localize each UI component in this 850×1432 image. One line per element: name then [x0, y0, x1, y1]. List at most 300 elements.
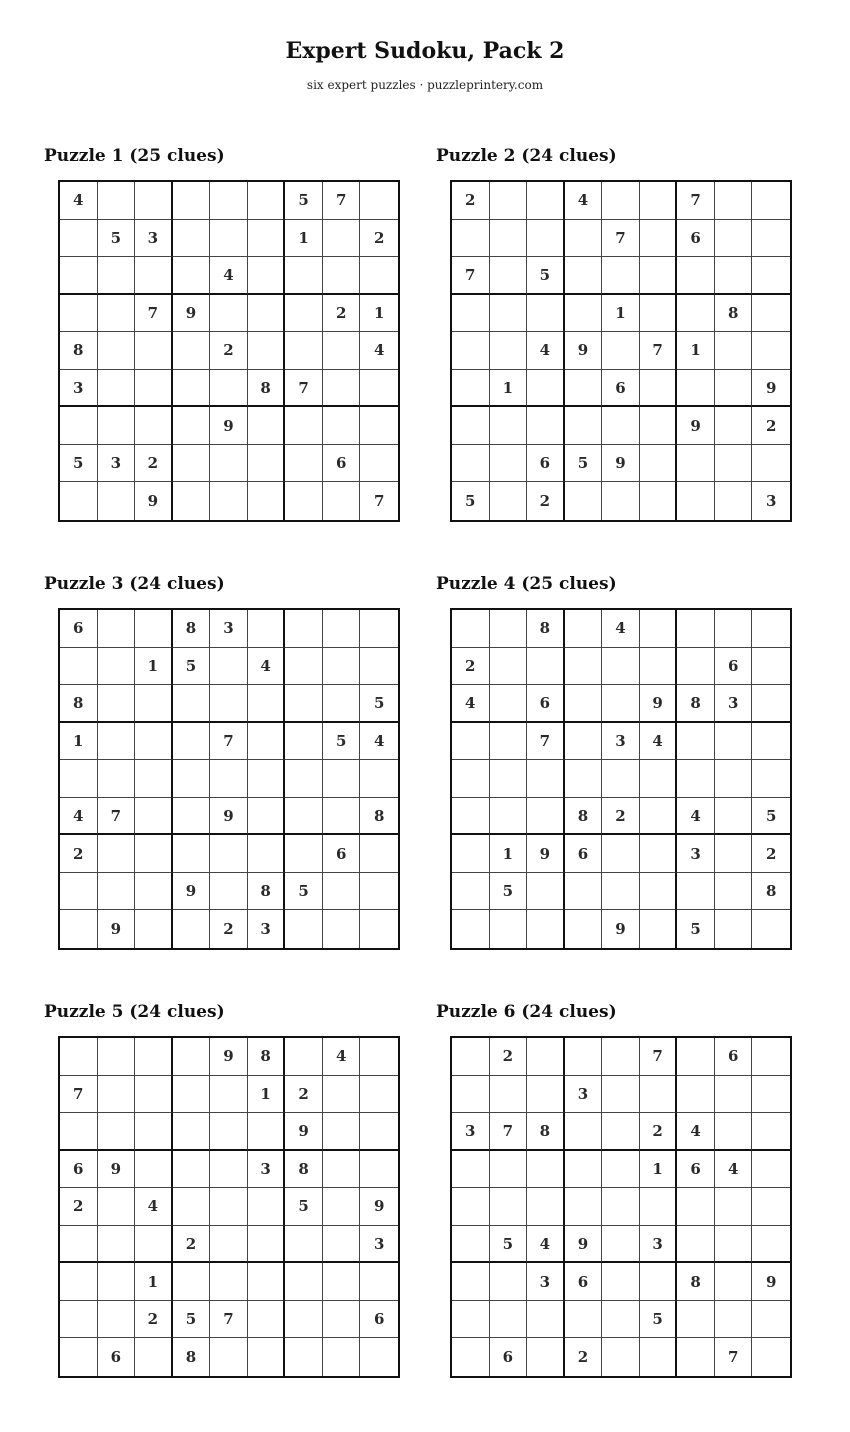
grid-cell: 6	[98, 1338, 136, 1376]
grid-cell	[715, 1263, 753, 1301]
grid-cell	[360, 1038, 398, 1076]
grid-cell	[135, 685, 173, 723]
grid-cell	[360, 1076, 398, 1114]
grid-cell	[98, 295, 136, 333]
grid-cell	[210, 1188, 248, 1226]
grid-cell: 6	[60, 610, 98, 648]
grid-cell	[173, 835, 211, 873]
grid-cell	[527, 182, 565, 220]
grid-cell	[285, 798, 323, 836]
grid-cell	[173, 370, 211, 408]
grid-cell: 4	[360, 723, 398, 761]
grid-cell: 3	[98, 445, 136, 483]
grid-cell	[248, 835, 286, 873]
grid-cell	[173, 910, 211, 948]
grid-cell	[285, 1301, 323, 1339]
grid-cell	[715, 760, 753, 798]
grid-cell	[285, 648, 323, 686]
grid-cell: 9	[285, 1113, 323, 1151]
grid-cell	[565, 910, 603, 948]
grid-cell	[602, 257, 640, 295]
grid-cell	[490, 295, 528, 333]
grid-cell	[248, 798, 286, 836]
grid-cell	[135, 910, 173, 948]
grid-cell	[640, 257, 678, 295]
grid-cell: 2	[60, 1188, 98, 1226]
grid-cell	[60, 1301, 98, 1339]
grid-cell: 7	[602, 220, 640, 258]
grid-cell: 2	[752, 407, 790, 445]
grid-cell: 8	[527, 1113, 565, 1151]
grid-cell	[360, 407, 398, 445]
grid-cell	[640, 295, 678, 333]
grid-cell: 7	[210, 1301, 248, 1339]
grid-cell	[715, 370, 753, 408]
grid-cell	[173, 182, 211, 220]
grid-cell: 9	[173, 873, 211, 911]
grid-cell	[98, 760, 136, 798]
grid-cell	[715, 182, 753, 220]
grid-cell: 5	[752, 798, 790, 836]
grid-cell	[248, 182, 286, 220]
grid-cell	[98, 182, 136, 220]
grid-cell: 8	[752, 873, 790, 911]
grid-cell: 9	[640, 685, 678, 723]
grid-cell	[323, 220, 361, 258]
grid-cell: 1	[60, 723, 98, 761]
grid-cell	[602, 760, 640, 798]
grid-cell: 7	[60, 1076, 98, 1114]
grid-cell: 8	[677, 685, 715, 723]
grid-cell: 2	[323, 295, 361, 333]
grid-cell: 7	[715, 1338, 753, 1376]
grid-cell	[285, 610, 323, 648]
grid-cell	[602, 407, 640, 445]
grid-cell	[640, 1076, 678, 1114]
grid-cell: 5	[640, 1301, 678, 1339]
grid-cell: 9	[360, 1188, 398, 1226]
grid-cell	[173, 723, 211, 761]
grid-cell: 5	[323, 723, 361, 761]
grid-cell	[565, 648, 603, 686]
grid-cell	[640, 873, 678, 911]
puzzle-6	[436, 1002, 796, 1382]
puzzle-2	[436, 146, 796, 526]
grid-cell	[360, 910, 398, 948]
grid-cell: 4	[60, 798, 98, 836]
grid-cell: 6	[60, 1151, 98, 1189]
grid-cell	[452, 835, 490, 873]
grid-cell	[98, 370, 136, 408]
grid-cell: 7	[210, 723, 248, 761]
grid-cell	[210, 685, 248, 723]
grid-cell: 3	[602, 723, 640, 761]
grid-cell	[602, 685, 640, 723]
puzzle-heading: Puzzle 6 (24 clues)	[436, 1002, 617, 1022]
grid-cell	[677, 873, 715, 911]
grid-cell	[98, 482, 136, 520]
grid-cell	[60, 295, 98, 333]
grid-cell	[677, 723, 715, 761]
grid-cell: 9	[98, 1151, 136, 1189]
grid-cell	[248, 1263, 286, 1301]
grid-cell: 5	[677, 910, 715, 948]
grid-cell	[360, 445, 398, 483]
grid-cell	[715, 1226, 753, 1264]
grid-cell	[285, 295, 323, 333]
grid-cell	[135, 370, 173, 408]
grid-cell: 5	[285, 182, 323, 220]
grid-cell	[677, 760, 715, 798]
grid-cell: 1	[602, 295, 640, 333]
grid-cell	[98, 1076, 136, 1114]
grid-cell: 2	[135, 1301, 173, 1339]
grid-cell	[602, 648, 640, 686]
grid-cell	[490, 723, 528, 761]
grid-cell: 7	[285, 370, 323, 408]
grid-cell	[677, 1226, 715, 1264]
grid-cell	[752, 257, 790, 295]
puzzle-3	[44, 574, 404, 954]
grid-cell	[715, 407, 753, 445]
grid-cell	[565, 295, 603, 333]
grid-cell: 3	[677, 835, 715, 873]
grid-cell: 8	[360, 798, 398, 836]
grid-cell	[210, 1263, 248, 1301]
grid-cell: 4	[715, 1151, 753, 1189]
grid-cell	[527, 220, 565, 258]
grid-cell	[565, 482, 603, 520]
grid-cell	[248, 723, 286, 761]
grid-cell: 6	[360, 1301, 398, 1339]
grid-cell	[602, 1263, 640, 1301]
grid-cell	[565, 723, 603, 761]
grid-cell	[490, 182, 528, 220]
grid-cell	[285, 1226, 323, 1264]
grid-cell	[715, 332, 753, 370]
grid-cell	[565, 685, 603, 723]
grid-cell	[602, 873, 640, 911]
grid-cell	[752, 332, 790, 370]
grid-cell	[135, 760, 173, 798]
grid-cell	[640, 648, 678, 686]
grid-cell	[360, 835, 398, 873]
grid-cell	[98, 835, 136, 873]
grid-cell	[677, 295, 715, 333]
grid-cell	[640, 1263, 678, 1301]
grid-cell: 2	[60, 835, 98, 873]
grid-cell	[752, 295, 790, 333]
grid-cell	[715, 1188, 753, 1226]
grid-cell	[490, 685, 528, 723]
grid-cell	[360, 610, 398, 648]
grid-cell	[210, 370, 248, 408]
grid-cell: 5	[285, 1188, 323, 1226]
grid-cell	[452, 1188, 490, 1226]
grid-cell	[565, 873, 603, 911]
grid-cell	[452, 1076, 490, 1114]
grid-cell	[752, 220, 790, 258]
grid-cell	[715, 873, 753, 911]
grid-cell	[490, 610, 528, 648]
grid-cell: 9	[210, 407, 248, 445]
grid-cell: 7	[640, 332, 678, 370]
grid-cell	[752, 760, 790, 798]
grid-cell	[640, 760, 678, 798]
grid-cell	[490, 257, 528, 295]
grid-cell	[602, 1038, 640, 1076]
grid-cell	[715, 910, 753, 948]
grid-cell: 2	[452, 648, 490, 686]
grid-cell	[285, 910, 323, 948]
grid-cell	[752, 182, 790, 220]
grid-cell	[323, 798, 361, 836]
grid-cell: 5	[360, 685, 398, 723]
grid-cell	[360, 873, 398, 911]
grid-cell	[323, 685, 361, 723]
grid-cell	[490, 332, 528, 370]
puzzle-heading: Puzzle 4 (25 clues)	[436, 574, 617, 594]
grid-cell	[60, 910, 98, 948]
grid-cell	[135, 1038, 173, 1076]
grid-cell	[360, 182, 398, 220]
grid-cell	[248, 220, 286, 258]
grid-cell	[452, 332, 490, 370]
sudoku-grid	[58, 1036, 400, 1378]
grid-cell	[285, 760, 323, 798]
grid-cell: 6	[677, 1151, 715, 1189]
grid-cell: 4	[135, 1188, 173, 1226]
grid-cell	[490, 1188, 528, 1226]
grid-cell: 4	[527, 332, 565, 370]
grid-cell	[360, 1263, 398, 1301]
page-subtitle: six expert puzzles · puzzleprintery.com	[306, 78, 544, 92]
grid-cell	[752, 1188, 790, 1226]
grid-cell: 7	[490, 1113, 528, 1151]
grid-cell: 9	[173, 295, 211, 333]
grid-cell	[210, 482, 248, 520]
grid-cell	[135, 257, 173, 295]
grid-cell	[565, 1038, 603, 1076]
grid-cell	[98, 1188, 136, 1226]
grid-cell	[210, 1113, 248, 1151]
grid-cell	[135, 873, 173, 911]
grid-cell	[98, 1226, 136, 1264]
grid-cell: 9	[602, 445, 640, 483]
grid-cell	[60, 407, 98, 445]
grid-cell: 8	[248, 1038, 286, 1076]
grid-cell	[452, 723, 490, 761]
grid-cell	[173, 1263, 211, 1301]
grid-cell: 5	[60, 445, 98, 483]
grid-cell	[715, 482, 753, 520]
grid-cell	[640, 482, 678, 520]
grid-cell	[565, 610, 603, 648]
grid-cell	[452, 798, 490, 836]
grid-cell	[602, 1151, 640, 1189]
grid-cell	[323, 1113, 361, 1151]
sudoku-grid	[58, 180, 400, 522]
grid-cell	[565, 1113, 603, 1151]
grid-cell	[248, 332, 286, 370]
grid-cell	[527, 1076, 565, 1114]
grid-cell	[527, 873, 565, 911]
grid-cell	[60, 257, 98, 295]
grid-cell	[490, 910, 528, 948]
grid-cell: 6	[715, 1038, 753, 1076]
grid-cell	[135, 332, 173, 370]
grid-cell	[752, 1301, 790, 1339]
grid-cell	[360, 1338, 398, 1376]
grid-cell	[285, 1263, 323, 1301]
grid-cell	[565, 220, 603, 258]
grid-cell	[135, 1338, 173, 1376]
grid-cell	[248, 445, 286, 483]
grid-cell	[640, 798, 678, 836]
grid-cell: 6	[527, 685, 565, 723]
grid-cell	[452, 1263, 490, 1301]
grid-cell: 8	[60, 685, 98, 723]
grid-cell	[135, 835, 173, 873]
puzzle-4	[436, 574, 796, 954]
grid-cell: 7	[135, 295, 173, 333]
grid-cell: 7	[640, 1038, 678, 1076]
grid-cell: 2	[490, 1038, 528, 1076]
grid-cell: 2	[527, 482, 565, 520]
grid-cell	[565, 407, 603, 445]
grid-cell: 2	[565, 1338, 603, 1376]
grid-cell	[98, 332, 136, 370]
grid-cell: 5	[173, 1301, 211, 1339]
grid-cell: 6	[323, 835, 361, 873]
grid-cell: 9	[565, 332, 603, 370]
grid-cell: 2	[640, 1113, 678, 1151]
grid-cell: 1	[248, 1076, 286, 1114]
grid-cell	[527, 295, 565, 333]
grid-cell	[323, 257, 361, 295]
grid-cell	[752, 1151, 790, 1189]
grid-cell	[527, 760, 565, 798]
grid-cell	[323, 482, 361, 520]
grid-cell: 5	[98, 220, 136, 258]
grid-cell: 4	[527, 1226, 565, 1264]
grid-cell	[285, 482, 323, 520]
grid-cell	[602, 1188, 640, 1226]
grid-cell	[752, 1226, 790, 1264]
grid-cell	[98, 1263, 136, 1301]
grid-cell	[602, 332, 640, 370]
grid-cell	[173, 407, 211, 445]
grid-cell	[640, 445, 678, 483]
grid-cell	[173, 1151, 211, 1189]
grid-cell	[677, 1188, 715, 1226]
grid-cell	[173, 685, 211, 723]
grid-cell	[285, 1338, 323, 1376]
grid-cell	[323, 407, 361, 445]
grid-cell	[715, 835, 753, 873]
grid-cell	[677, 1301, 715, 1339]
grid-cell	[323, 1076, 361, 1114]
sudoku-grid	[450, 608, 792, 950]
grid-cell: 7	[98, 798, 136, 836]
grid-cell: 5	[565, 445, 603, 483]
grid-cell	[285, 257, 323, 295]
grid-cell: 7	[323, 182, 361, 220]
grid-cell	[490, 760, 528, 798]
grid-cell	[60, 220, 98, 258]
puzzle-heading: Puzzle 5 (24 clues)	[44, 1002, 225, 1022]
grid-cell	[210, 648, 248, 686]
grid-cell	[752, 610, 790, 648]
grid-cell	[752, 910, 790, 948]
grid-cell	[323, 1301, 361, 1339]
grid-cell: 7	[527, 723, 565, 761]
puzzle-heading: Puzzle 1 (25 clues)	[44, 146, 225, 166]
grid-cell	[173, 1113, 211, 1151]
grid-cell	[60, 760, 98, 798]
grid-cell	[173, 798, 211, 836]
grid-cell	[452, 1338, 490, 1376]
grid-cell	[210, 1338, 248, 1376]
grid-cell	[677, 648, 715, 686]
grid-cell: 8	[565, 798, 603, 836]
grid-cell: 1	[285, 220, 323, 258]
grid-cell	[360, 1151, 398, 1189]
grid-cell	[323, 910, 361, 948]
grid-cell	[452, 610, 490, 648]
grid-cell	[677, 482, 715, 520]
grid-cell	[248, 760, 286, 798]
grid-cell	[565, 257, 603, 295]
grid-cell	[248, 257, 286, 295]
grid-cell	[752, 1076, 790, 1114]
grid-cell	[677, 1076, 715, 1114]
grid-cell	[323, 1263, 361, 1301]
grid-cell	[248, 295, 286, 333]
grid-cell	[565, 1188, 603, 1226]
grid-cell	[98, 1038, 136, 1076]
grid-cell: 4	[323, 1038, 361, 1076]
grid-cell	[452, 910, 490, 948]
grid-cell	[323, 1188, 361, 1226]
grid-cell: 9	[677, 407, 715, 445]
grid-cell	[677, 445, 715, 483]
grid-cell	[640, 182, 678, 220]
grid-cell	[173, 220, 211, 258]
grid-cell	[752, 1338, 790, 1376]
grid-cell: 2	[210, 910, 248, 948]
grid-cell	[210, 295, 248, 333]
sudoku-grid	[450, 1036, 792, 1378]
grid-cell	[640, 835, 678, 873]
grid-cell: 1	[135, 1263, 173, 1301]
grid-cell: 3	[766, 492, 777, 511]
grid-cell	[527, 407, 565, 445]
grid-cell	[527, 1151, 565, 1189]
grid-cell: 2	[210, 332, 248, 370]
grid-cell	[60, 1338, 98, 1376]
grid-cell	[602, 1113, 640, 1151]
grid-cell	[210, 1076, 248, 1114]
grid-cell	[490, 407, 528, 445]
grid-cell: 4	[248, 648, 286, 686]
grid-cell	[490, 648, 528, 686]
grid-cell	[135, 182, 173, 220]
grid-cell	[715, 1076, 753, 1114]
grid-cell	[677, 610, 715, 648]
grid-cell	[135, 1226, 173, 1264]
grid-cell	[452, 1301, 490, 1339]
